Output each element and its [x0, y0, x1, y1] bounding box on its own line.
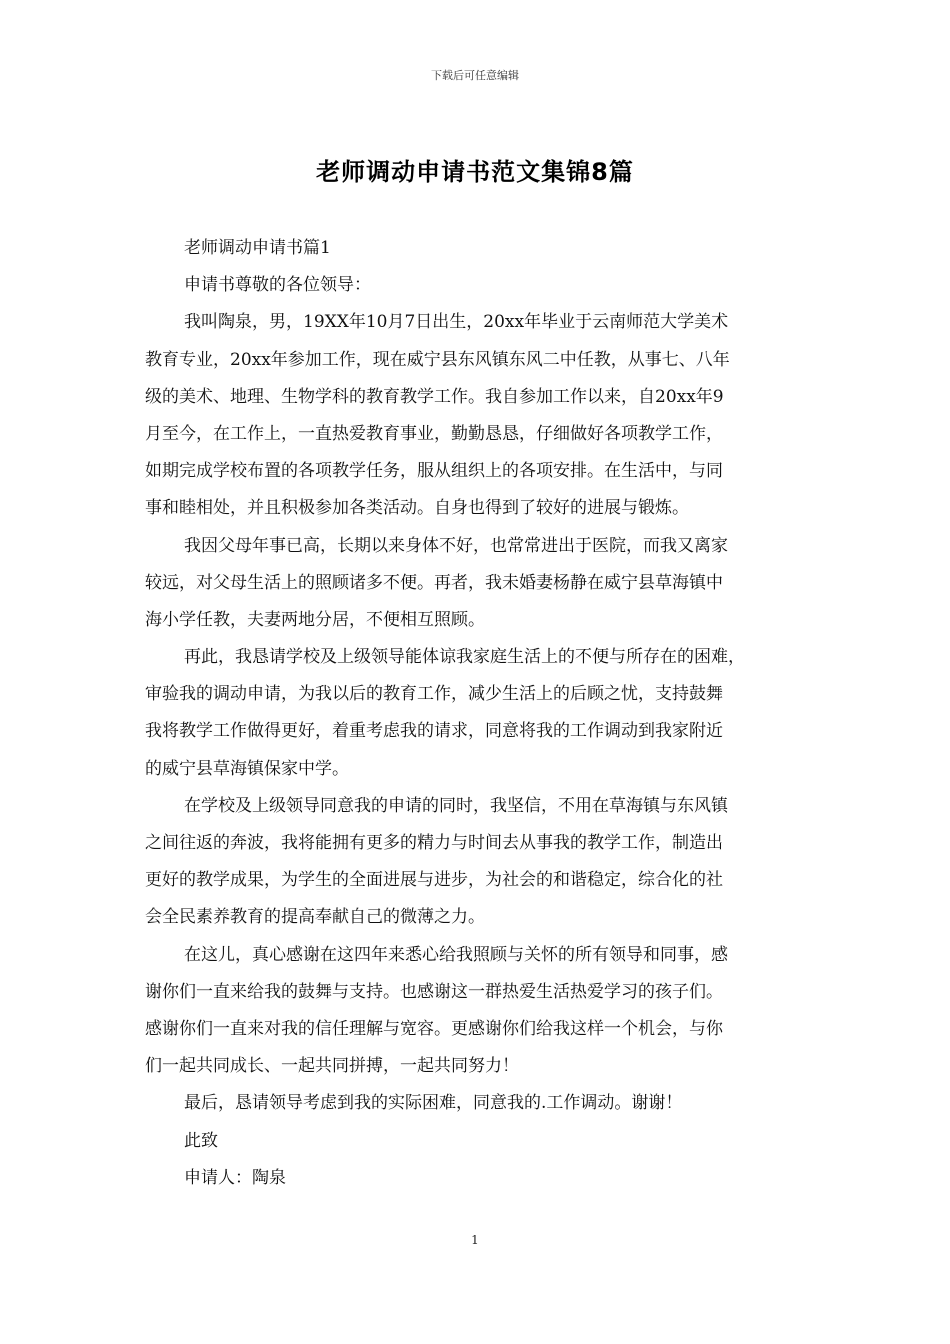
body-line: 教育专业，20xx年参加工作，现在威宁县东风镇东风二中任教，从事七、八年	[145, 349, 730, 370]
body-line: 在这儿，真心感谢在这四年来悉心给我照顾与关怀的所有领导和同事，感	[184, 944, 728, 965]
document-title: 老师调动申请书范文集锦8篇	[316, 158, 634, 186]
body-line: 谢你们一直来给我的鼓舞与支持。也感谢这一群热爱生活热爱学习的孩子们。	[145, 981, 723, 1002]
body-line: 会全民素养教育的提高奉献自己的微薄之力。	[145, 907, 485, 928]
body-line: 感谢你们一直来对我的信任理解与宽容。更感谢你们给我这样一个机会，与你	[145, 1018, 723, 1039]
body-line: 的威宁县草海镇保家中学。	[145, 758, 349, 779]
body-line: 事和睦相处，并且积极参加各类活动。自身也得到了较好的进展与锻炼。	[145, 498, 689, 519]
body-line: 再此，我恳请学校及上级领导能体谅我家庭生活上的不便与所存在的困难，	[184, 647, 745, 668]
body-line: 如期完成学校布置的各项教学任务，服从组织上的各项安排。在生活中，与同	[145, 461, 723, 482]
body-line: 级的美术、地理、生物学科的教育教学工作。我自参加工作以来，自20xx年9	[145, 386, 724, 407]
document-body	[145, 230, 807, 1197]
body-line: 在学校及上级领导同意我的申请的同时，我坚信，不用在草海镇与东风镇	[184, 795, 728, 816]
body-line: 较远，对父母生活上的照顾诸多不便。再者，我未婚妻杨静在威宁县草海镇中	[145, 572, 723, 593]
body-line: 我因父母年事已高，长期以来身体不好，也常常进出于医院，而我又离家	[184, 535, 728, 556]
body-line: 我叫陶泉，男，19XX年10月7日出生，20xx年毕业于云南师范大学美术	[184, 312, 729, 333]
body-line: 我将教学工作做得更好，着重考虑我的请求，同意将我的工作调动到我家附近	[145, 721, 723, 742]
body-line: 审验我的调动申请，为我以后的教育工作，减少生活上的后顾之忧，支持鼓舞	[145, 684, 723, 705]
body-line: 更好的教学成果，为学生的全面进展与进步，为社会的和谐稳定，综合化的社	[145, 870, 723, 891]
body-line: 申请人：陶泉	[184, 1167, 286, 1188]
body-line: 们一起共同成长、一起共同拼搏，一起共同努力！	[145, 1056, 519, 1077]
page-number: 1	[471, 1233, 479, 1247]
body-line: 申请书尊敬的各位领导：	[184, 275, 371, 296]
body-line: 此致	[184, 1130, 218, 1151]
body-line: 海小学任教，夫妻两地分居，不便相互照顾。	[145, 609, 485, 630]
body-line: 最后，恳请领导考虑到我的实际困难，同意我的.工作调动。谢谢！	[184, 1093, 683, 1114]
body-line: 老师调动申请书篇1	[184, 238, 331, 258]
body-line: 之间往返的奔波，我将能拥有更多的精力与时间去从事我的教学工作，制造出	[145, 833, 723, 853]
body-line: 月至今，在工作上，一直热爱教育事业，勤勤恳恳，仔细做好各项教学工作，	[145, 423, 723, 444]
header-note: 下载后可任意编辑	[431, 69, 519, 82]
